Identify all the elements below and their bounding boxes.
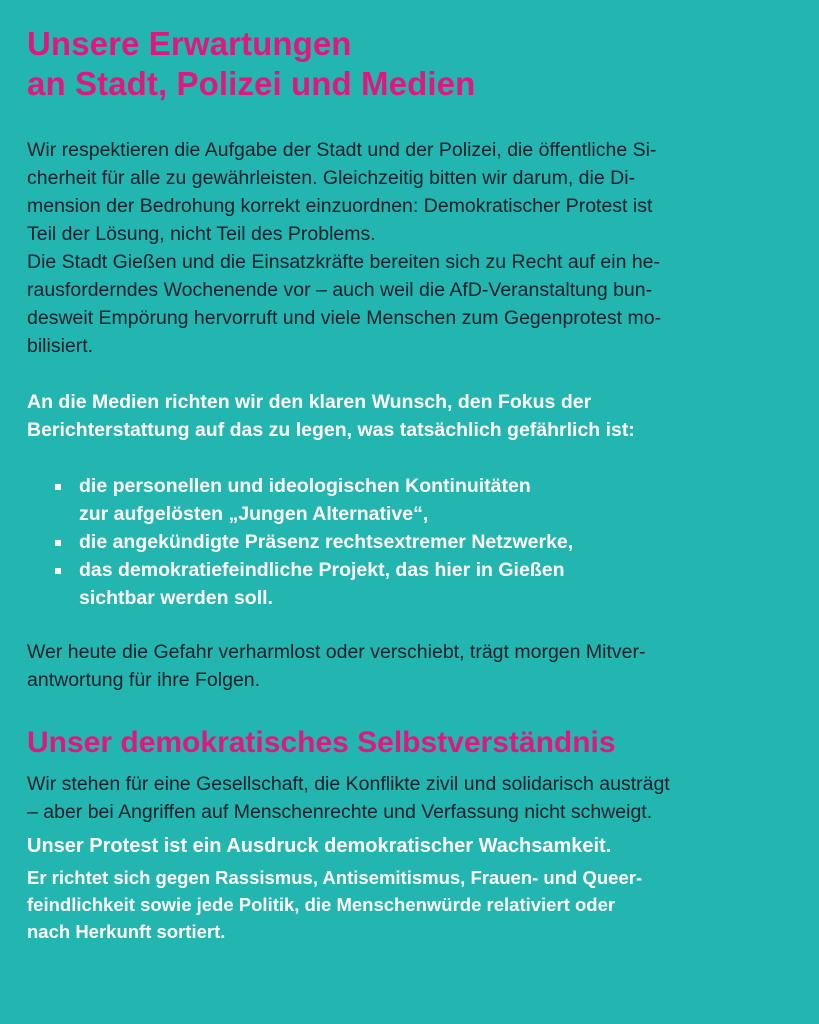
document-page: [27, 24, 794, 945]
bullet-icon: [55, 540, 61, 546]
danger-list: [27, 472, 794, 612]
bullet-icon: [55, 568, 61, 574]
text-line: An die Medien richten wir den klaren Wunsch, den Fokus der: [27, 391, 592, 413]
protest-statement: Unser Protest ist ein Ausdruck demokratischer Wachsamkeit.: [27, 835, 612, 857]
paragraph-city-police: [27, 136, 794, 360]
paragraph-society: [27, 770, 794, 826]
section1-title-line-1: Unsere Erwartungen: [27, 25, 352, 62]
text-line: cherheit für alle zu gewährleisten. Gleichzeitig bitten wir darum, die Di-: [27, 167, 636, 189]
text-line: Berichterstattung auf das zu legen, was tatsächlich gefährlich ist:: [27, 419, 635, 441]
media-wish: [27, 388, 794, 444]
section1-title-line-2: an Stadt, Polizei und Medien: [27, 65, 476, 102]
closing-paragraph: [27, 638, 794, 694]
text-line: desweit Empörung hervorruft und viele Menschen zum Gegenprotest mo-: [27, 307, 662, 329]
text-line: Er richtet sich gegen Rassismus, Antisemitismus, Frauen- und Queer-: [27, 867, 643, 888]
text-line: die personellen und ideologischen Kontinuitäten: [79, 475, 531, 497]
text-line: Wir stehen für eine Gesellschaft, die Konflikte zivil und solidarisch austrägt: [27, 773, 670, 795]
bullet-icon: [55, 484, 61, 490]
text-line: – aber bei Angriffen auf Menschenrechte und Verfassung nicht schweigt.: [27, 801, 653, 823]
text-line: Teil der Lösung, nicht Teil des Problems.: [27, 223, 376, 245]
text-line: Wir respektieren die Aufgabe der Stadt und der Polizei, die öffentliche Si-: [27, 139, 657, 161]
text-line: bilisiert.: [27, 335, 94, 357]
list-item: [27, 472, 794, 528]
text-line: das demokratiefeindliche Projekt, das hier in Gießen: [79, 559, 565, 581]
text-line: rausforderndes Wochenende vor – auch weil die AfD-Veranstaltung bun-: [27, 279, 653, 301]
protest-detail: [27, 864, 794, 945]
text-line: die angekündigte Präsenz rechtsextremer Netzwerke,: [79, 531, 574, 553]
section1-title: [27, 24, 794, 104]
list-item: [27, 528, 794, 556]
text-line: nach Herkunft sortiert.: [27, 921, 226, 942]
text-line: Wer heute die Gefahr verharmlost oder verschiebt, trägt morgen Mitver-: [27, 641, 646, 663]
text-line: antwortung für ihre Folgen.: [27, 669, 261, 691]
text-line: zur aufgelösten „Jungen Alternative“,: [79, 503, 429, 525]
text-line: feindlichkeit sowie jede Politik, die Menschenwürde relativiert oder: [27, 894, 616, 915]
section2-title: Unser demokratisches Selbstverständnis: [27, 726, 616, 759]
text-line: Die Stadt Gießen und die Einsatzkräfte bereiten sich zu Recht auf ein he-: [27, 251, 661, 273]
text-line: sichtbar werden soll.: [79, 587, 273, 609]
list-item: [27, 556, 794, 612]
text-line: mension der Bedrohung korrekt einzuordnen: Demokratischer Protest ist: [27, 195, 653, 217]
